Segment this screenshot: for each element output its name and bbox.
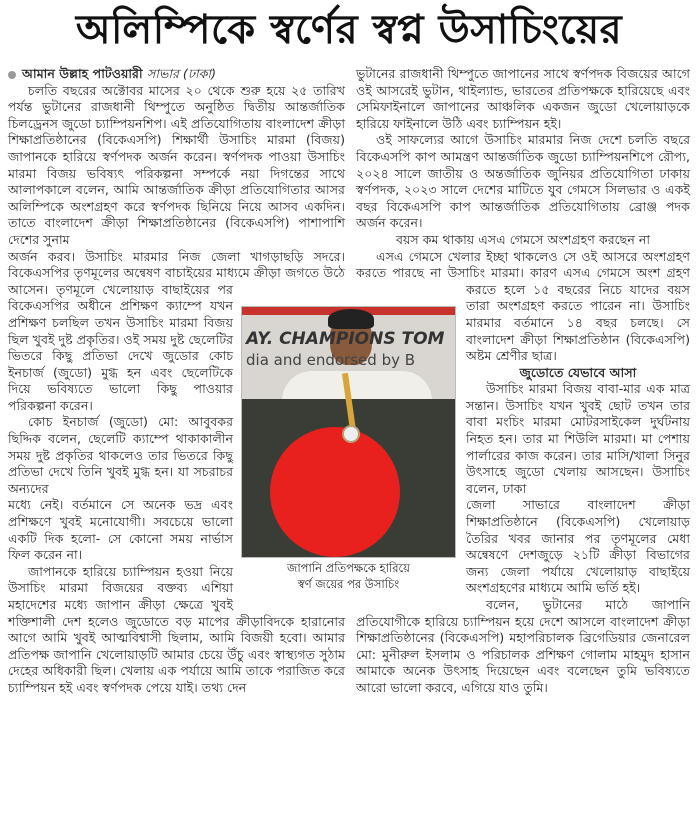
byline [8,66,345,83]
medal-icon [342,425,360,443]
flag-red-disc [270,427,400,557]
banner-text: dia and endorsed by B [246,351,416,369]
paragraph: মধ্যে নেই। বর্তমানে সে অনেক ভদ্র এবং প্রশিক্ষণে খুবই মনোযোগী। সবচেয়ে ভালো একটি দিক হলো- সে কোনো সময় নার্ভাস ফিল করেন না। [8,497,233,563]
athlete-hair [328,309,374,329]
photo-caption [241,560,456,592]
paragraph: কোচ ইনচার্জ (জুডো) মো: আবুবকর ছিদ্দিক বলেন, ছেলেটি ক্যাম্পে থাকাকালীন সময় দুষ্ট প্রকৃতির থাকলেও তার ভিতরে কিছু প্রতিভা দেখে তিনি খুবই মুগ্ধ হন। যা সচরাচর অন্যদের [8,414,233,496]
dateline-place: সাভার (ঢাকা) [146,66,216,81]
news-photo [241,306,456,558]
banner-text: AY. CHAMPIONS TOM [246,329,445,349]
paragraph: চলতি বছরের অক্টোবর মাসের ২০ থেকে শুরু হয়ে ২৫ তারিখ পর্যন্ত ভুটানের রাজধানী থিম্পুতে অনুষ্ঠিত দ্বিতীয় আন্তর্জাতিক চিলড্রেনস জুডো চ্যাম্পিয়নশিপ। এই প্রতিযোগিতায় বাংলাদেশ ক্রীড়া শিক্ষাপ্রতিষ্ঠানের (বিকেএসপি) শিক্ষার্থী উসাচিং মারমা (বিজয়) জাপানকে হারিয়ে স্বর্ণপদক অর্জন করেন। স্বর্ণপদক পাওয়া উসাচিং মারমা বিজয় ভবিষ্যৎ পরিকল্পনা সম্পর্কে নয়া দিগন্তের সাথে আলাপকালে বলেন, আমি আন্তর্জাতিক ক্রীড়া প্রতিযোগিতার আসর অলিম্পিকে অংশগ্রহণ করে স্বর্ণপদক ছিনিয়ে নিয়ে আসব একদিন। তাতে বাংলাদেশ ক্রীড়া শিক্ষাপ্রতিষ্ঠানের (বিকেএসপি) পাশাপাশি দেশের সুনাম [8,82,345,247]
subheading: জুডোতে যেভাবে আসা [519,364,637,380]
paragraph: বলেন, ভুটানের মাঠে জাপানি প্রতিযোগীকে হারিয়ে চ্যাম্পিয়ন হয়ে দেশে আসলে বাংলাদেশ ক্রীড়া শিক্ষাপ্রতিষ্ঠানের (বিকেএসপি) মহাপরিচালক ব্রিগেডিয়ার জেনারেল মো: মুনীরুল ইসলাম ও পরিচালক প্রশিক্ষণ গোলাম মাহমুদ হাসান আমাকে অনেক উৎসাহ দিয়েছেন এবং বলেছেন তুমি ভবিষ্যতে আরো ভালো করবে, এগিয়ে যাও তুমি। [356,597,690,695]
headline: অলিম্পিকে স্বর্ণের স্বপ্ন উসাচিংয়ের [75,7,623,53]
caption-line: জাপানি প্রতিপক্ষকে হারিয়ে [287,561,410,575]
author: আমান উল্লাহ পাটওয়ারী [22,66,143,81]
paragraph: জাপানকে হারিয়ে চ্যাম্পিয়ন হওয়া নিয়ে উসাচিং মারমা বিজয়ের বক্তব্য এশিয়া মহাদেশের মধ্যে জাপান ক্রীড়া ক্ষেত্রে খুবই শক্তিশালী দেশ হলেও জুডোতে বড় মাপের ক্রীড়াবিদকে হারানোর আগে আমি খুবই আত্মবিশ্বাসী ছিলাম, আমি বিজয়ী হবো। আমার প্রতিপক্ষ জাপানি খেলোয়াড়টি আমার চেয়ে উঁচু এবং স্বাস্থ্যগত সুঠাম দেহের অধিকারী ছিল। খেলায় এক পর্যায়ে আমি তাকে পরাজিত করে চ্যাম্পিয়ন হই এবং স্বর্ণপদক পেয়ে যাই। তথ্য দেন [8,563,345,695]
subheading: বয়স কম থাকায় এসএ গেমসে অংশগ্রহণ করছেন না [395,231,651,247]
paragraph: অর্জন করব। উসাচিং মারমার নিজ জেলা খাগড়াছড়ি সদরে। বিকেএসপির তৃণমূলের অন্বেষণ বাচাইয়ের মাধ্যমে ক্রীড়া জগতে উঠে আসেন। তৃণমূলে খেলোয়াড় বাছাইয়ের পর বিকেএসপির অধীনে প্রশিক্ষণ ক্যাম্পে যখন প্রশিক্ষণ চলছিল তখন উসাচিং মারমা বিজয় ছিল খুবই দুষ্ট প্রকৃতির। ওই সময় দুষ্ট ছেলেটির ভিতরে কিছু প্রতিভা দেখে জুডোর কোচ ইনচার্জ (জুডো) মুগ্ধ হন এবং ছেলেটিকে দিয়ে ভবিষ্যতে ভালো কিছু পাওয়ার পরিকল্পনা করেন। [8,248,345,413]
paragraph: এসএ গেমসে খেলার ইচ্ছা থাকলেও সে ওই আসরে অংশগ্রহণ করতে পারছে না উসাচিং মারমা। কারণ এসএ গেমসে অংশ গ্রহণ করতে হলে ১৫ বছরের নিচে যাদের বয়স তারা অংশগ্রহণ করতে পারেন না। উসাচিং মারমার বর্তমানে ১৪ বছর চলছে। সে বাংলাদেশ ক্রীড়া শিক্ষাপ্রতিষ্ঠান (বিকেএসপি) অষ্টম শ্রেণীর ছাত্র। [356,248,690,364]
caption-line: স্বর্ণ জয়ের পর উসাচিং [297,577,400,591]
bullet-icon [8,71,16,79]
paragraph: ভুটানের রাজধানী থিম্পুতে জাপানের সাথে স্বর্ণপদক বিজয়ের আগে ওই আসরেই ভুটান, থাইল্যান্ড, ভারতের প্রতিপক্ষকে হারিয়েছে এবং সেমিফাইনালে জাপানের আঞ্চলিক একজন জুডো খেলোয়াড়কে হারিয়ে ফাইনালে উঠি এবং চ্যাম্পিয়ন হই। [356,66,690,131]
paragraph: উসাচিং মারমা বিজয় বাবা-মার এক মাত্র সন্তান। উসাচিং যখন খুবই ছোট তখন তার বাবা মংচিং মারমা মোটরসাইকেল দুর্ঘটনায় নিহত হন। তার মা শিউলি মারমা। মা পেশায় পার্লারের কাজ করেন। তার মাসি/খালা সিনুর উৎসাহে জুডো খেলায় আসছেন। উসাচিং বলেন, ঢাকা [466,381,690,496]
paragraph: ওই সাফল্যের আগে উসাচিং মারমার নিজ দেশে চলতি বছরে বিকেএসপি কাপ আমন্ত্রণ আন্তর্জাতিক জুডো চ্যাম্পিয়নশিপে রৌপ্য, ২০২৪ সালে জাতীয় ও অন্তর্জাতিক জুনিয়র প্রতিযোগিতা ঢাকায় স্বর্ণপদক, ২০২৩ সালে দেশের মাটিতে যুব গেমসে সিলভার ও একই বছর বিকেএসপি কাপ আন্তর্জাতিক প্রতিযোগিতায় ব্রোঞ্জ পদক অর্জন করেন। [356,132,690,231]
paragraph: জেলা সাভারে বাংলাদেশ ক্রীড়া শিক্ষাপ্রতিষ্ঠানে (বিকেএসপি) খেলোয়াড় তৈরির খবর জানার পর তৃণমূলের মেধা অন্বেষণে দেশজুড়ে ২১টি ক্রীড়া বিভাগের জন্য জেলা পর্যায়ে খেলোয়াড় বাছাইয়ে অংশগ্রহণের মাধ্যমে আমি ভর্তি হই। [466,497,690,596]
